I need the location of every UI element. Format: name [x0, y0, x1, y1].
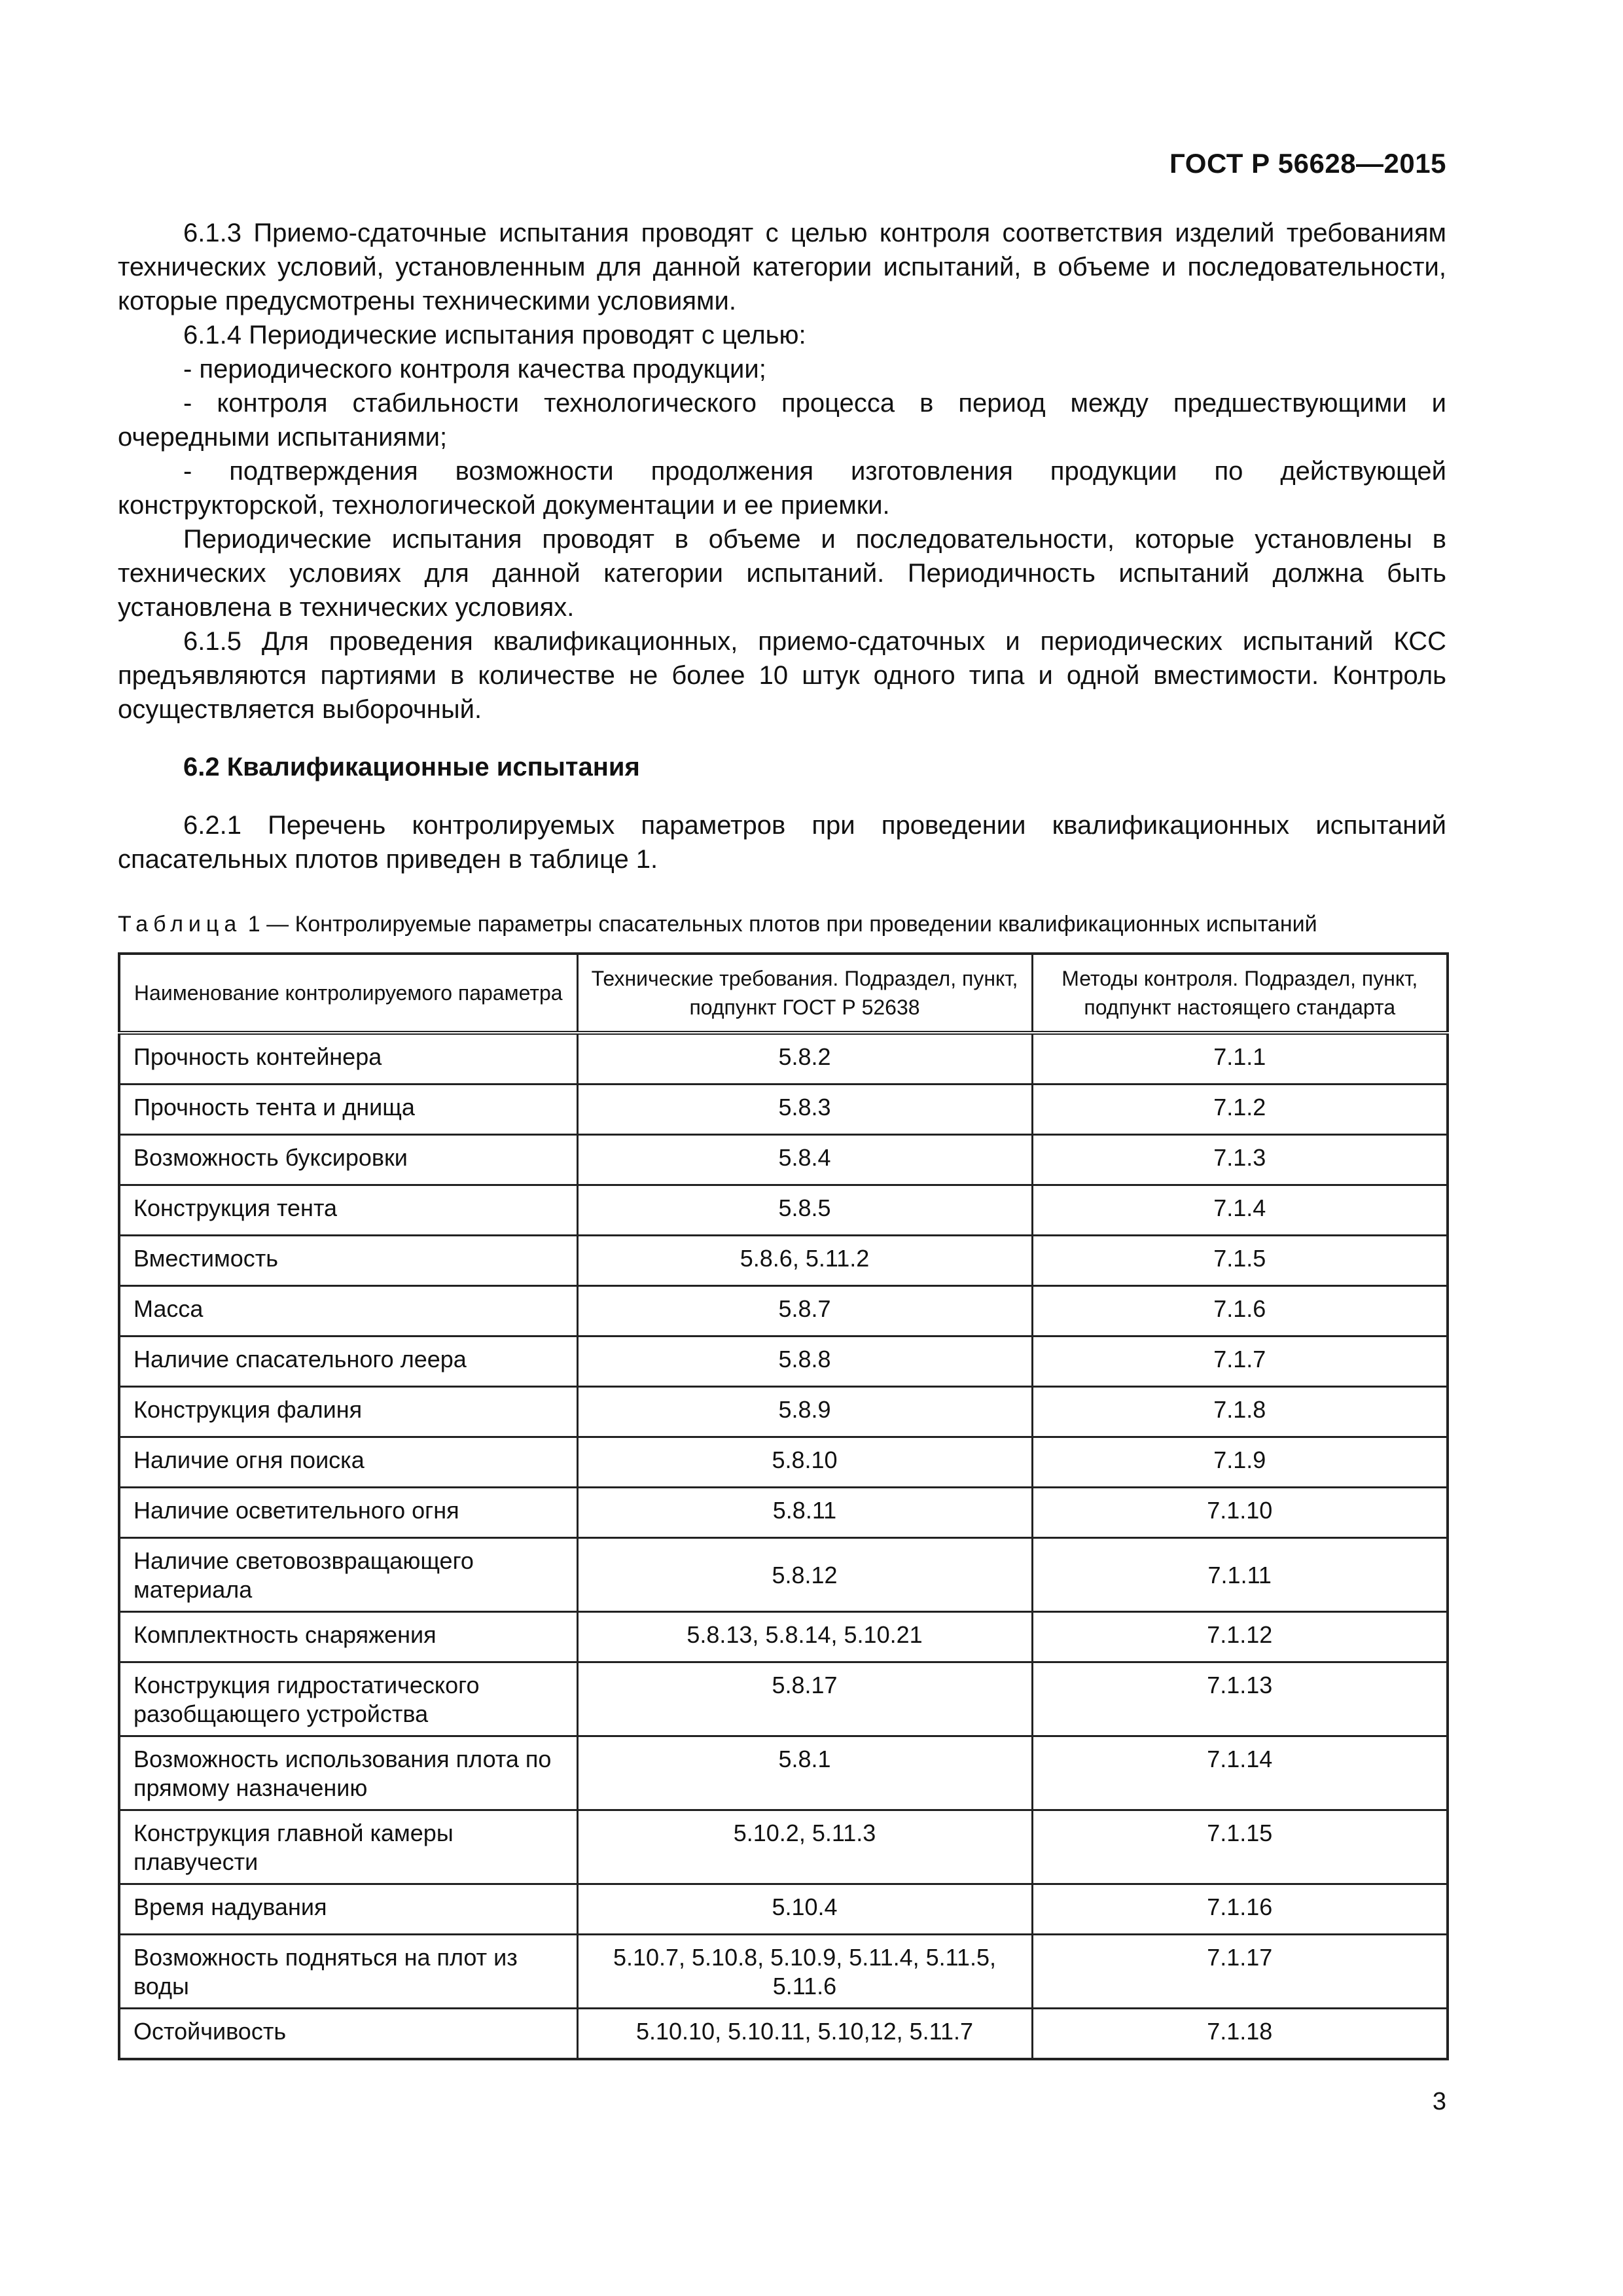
cell-method: 7.1.2	[1032, 1085, 1448, 1135]
table-header-row	[119, 954, 1448, 1033]
table-row	[119, 1935, 1448, 2009]
cell-method: 7.1.1	[1032, 1033, 1448, 1085]
table-row	[119, 1135, 1448, 1185]
list-item: - контроля стабильности технологического процесса в период между предшествующими и очередными испытаниями;	[118, 389, 1446, 452]
table-row	[119, 1884, 1448, 1935]
table-row	[119, 1662, 1448, 1736]
cell-parameter: Прочность тента и днища	[119, 1085, 577, 1135]
paragraph-6-2-1: 6.2.1 Перечень контролируемых параметров при проведении квалификационных испытаний спасательных плотов приведен в таблице 1.	[118, 811, 1446, 874]
cell-method: 7.1.15	[1032, 1810, 1448, 1884]
table-row	[119, 1185, 1448, 1236]
cell-parameter: Конструкция тента	[119, 1185, 577, 1236]
paragraph-6-1-4: 6.1.4 Периодические испытания проводят с целью:	[183, 321, 806, 350]
cell-requirement: 5.8.12	[577, 1538, 1032, 1612]
cell-method: 7.1.13	[1032, 1662, 1448, 1736]
cell-requirement: 5.10.4	[577, 1884, 1032, 1935]
cell-requirement: 5.8.9	[577, 1387, 1032, 1437]
cell-parameter: Возможность буксировки	[119, 1135, 577, 1185]
cell-method: 7.1.16	[1032, 1884, 1448, 1935]
table-row	[119, 1085, 1448, 1135]
table-row	[119, 2009, 1448, 2060]
paragraph-6-1-3: 6.1.3 Приемо-сдаточные испытания проводят с целью контроля соответствия изделий требованиям технических условий, установленным для данной категории испытаний, в объеме и последовательности, которые предусмотрены техническими условиями.	[118, 219, 1446, 315]
cell-parameter: Прочность контейнера	[119, 1033, 577, 1085]
table-caption-text: 1 — Контролируемые параметры спасательных плотов при проведении квалификационных испытаний	[247, 912, 1317, 937]
cell-method: 7.1.8	[1032, 1387, 1448, 1437]
paragraph-periodic: Периодические испытания проводят в объеме и последовательности, которые установлены в технических условиях для данной категории испытаний. Периодичность испытаний должна быть установлена в технических условиях.	[118, 525, 1446, 622]
parameters-table	[118, 952, 1449, 2060]
cell-method: 7.1.5	[1032, 1236, 1448, 1286]
cell-requirement: 5.8.10	[577, 1437, 1032, 1488]
cell-parameter: Конструкция гидростатического разобщающего устройства	[119, 1662, 577, 1736]
cell-parameter: Масса	[119, 1286, 577, 1336]
intro-paragraphs	[118, 216, 1446, 726]
cell-parameter: Конструкция главной камеры плавучести	[119, 1810, 577, 1884]
table-row	[119, 1810, 1448, 1884]
cell-parameter: Наличие огня поиска	[119, 1437, 577, 1488]
cell-method: 7.1.11	[1032, 1538, 1448, 1612]
cell-parameter: Время надувания	[119, 1884, 577, 1935]
cell-requirement: 5.8.17	[577, 1662, 1032, 1736]
table-row	[119, 1286, 1448, 1336]
cell-parameter: Возможность использования плота по прямому назначению	[119, 1736, 577, 1810]
header-methods: Методы контроля. Подраздел, пункт, подпункт настоящего стандарта	[1032, 954, 1448, 1033]
paragraph-6-2-1-wrap	[118, 808, 1446, 876]
cell-parameter: Вместимость	[119, 1236, 577, 1286]
cell-requirement: 5.10.7, 5.10.8, 5.10.9, 5.11.4, 5.11.5, 5.11.6	[577, 1935, 1032, 2009]
cell-method: 7.1.17	[1032, 1935, 1448, 2009]
cell-requirement: 5.8.6, 5.11.2	[577, 1236, 1032, 1286]
cell-requirement: 5.8.1	[577, 1736, 1032, 1810]
cell-requirement: 5.8.11	[577, 1488, 1032, 1538]
header-parameter: Наименование контролируемого параметра	[119, 954, 577, 1033]
cell-requirement: 5.8.3	[577, 1085, 1032, 1135]
cell-parameter: Наличие осветительного огня	[119, 1488, 577, 1538]
table-row	[119, 1033, 1448, 1085]
table-row	[119, 1437, 1448, 1488]
cell-method: 7.1.9	[1032, 1437, 1448, 1488]
cell-method: 7.1.12	[1032, 1612, 1448, 1662]
table-body	[119, 1033, 1448, 2059]
cell-requirement: 5.8.8	[577, 1336, 1032, 1387]
table-caption	[118, 910, 1446, 939]
list-item: - подтверждения возможности продолжения изготовления продукции по действующей конструкторской, технологической документации и ее приемки.	[118, 457, 1446, 520]
document-code: ГОСТ Р 56628—2015	[1169, 148, 1446, 179]
cell-method: 7.1.4	[1032, 1185, 1448, 1236]
page-number: 3	[1432, 2088, 1446, 2115]
cell-parameter: Наличие спасательного леера	[119, 1336, 577, 1387]
section-title: 6.2 Квалификационные испытания	[183, 753, 640, 781]
cell-parameter: Наличие световозвращающего материала	[119, 1538, 577, 1612]
cell-parameter: Комплектность снаряжения	[119, 1612, 577, 1662]
table-row	[119, 1387, 1448, 1437]
table-row	[119, 1336, 1448, 1387]
table-row	[119, 1236, 1448, 1286]
cell-method: 7.1.3	[1032, 1135, 1448, 1185]
cell-method: 7.1.10	[1032, 1488, 1448, 1538]
cell-method: 7.1.6	[1032, 1286, 1448, 1336]
cell-parameter: Возможность подняться на плот из воды	[119, 1935, 577, 2009]
cell-requirement: 5.8.5	[577, 1185, 1032, 1236]
cell-parameter: Конструкция фалиня	[119, 1387, 577, 1437]
table-row	[119, 1538, 1448, 1612]
paragraph-6-1-5: 6.1.5 Для проведения квалификационных, приемо-сдаточных и периодических испытаний КСС предъявляются партиями в количестве не более 10 штук одного типа и одной вместимости. Контроль осуществляется выборочный.	[118, 627, 1446, 724]
cell-method: 7.1.14	[1032, 1736, 1448, 1810]
table-caption-label: Таблица	[118, 912, 242, 937]
table-row	[119, 1612, 1448, 1662]
cell-requirement: 5.8.13, 5.8.14, 5.10.21	[577, 1612, 1032, 1662]
cell-method: 7.1.7	[1032, 1336, 1448, 1387]
cell-requirement: 5.8.2	[577, 1033, 1032, 1085]
header-requirements: Технические требования. Подраздел, пункт, подпункт ГОСТ Р 52638	[577, 954, 1032, 1033]
cell-requirement: 5.10.10, 5.10.11, 5.10,12, 5.11.7	[577, 2009, 1032, 2060]
list-item: - периодического контроля качества продукции;	[183, 355, 766, 384]
table-row	[119, 1488, 1448, 1538]
cell-requirement: 5.8.7	[577, 1286, 1032, 1336]
cell-requirement: 5.10.2, 5.11.3	[577, 1810, 1032, 1884]
cell-requirement: 5.8.4	[577, 1135, 1032, 1185]
cell-method: 7.1.18	[1032, 2009, 1448, 2060]
cell-parameter: Остойчивость	[119, 2009, 577, 2060]
table-row	[119, 1736, 1448, 1810]
